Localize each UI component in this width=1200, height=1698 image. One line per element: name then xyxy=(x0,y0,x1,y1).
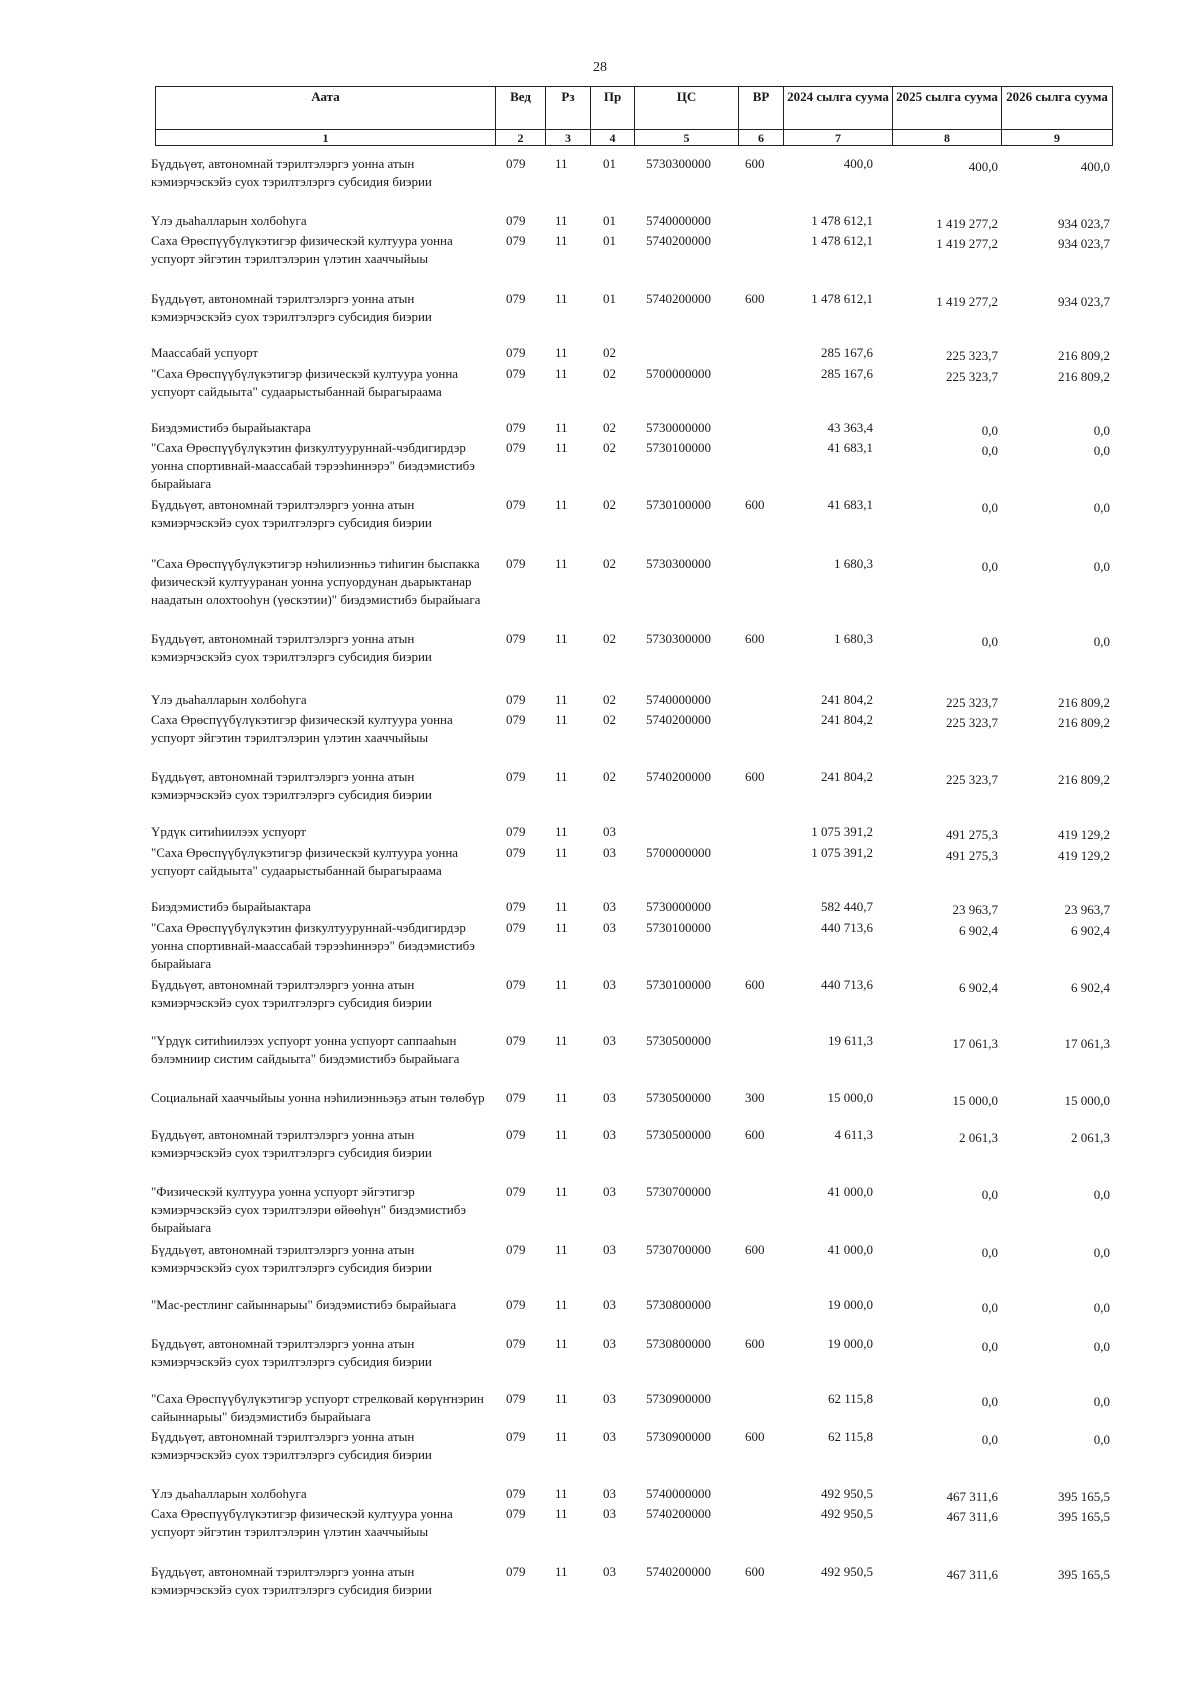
row-ved: 079 xyxy=(506,1090,526,1105)
row-vr: 600 xyxy=(745,1429,765,1444)
row-value-2025: 0,0 xyxy=(981,500,998,515)
row-value-2024: 285 167,6 xyxy=(821,345,873,360)
row-ved: 079 xyxy=(506,233,526,248)
row-pr: 01 xyxy=(603,213,616,228)
row-pr: 03 xyxy=(603,1297,616,1312)
col-header-2024: 2024 сылга суума xyxy=(784,87,893,130)
row-vr: 600 xyxy=(745,1127,765,1142)
row-value-2024: 19 611,3 xyxy=(827,1033,873,1048)
row-value-2026: 395 165,5 xyxy=(1058,1489,1110,1504)
row-cs: 5730100000 xyxy=(646,497,711,512)
row-rz: 11 xyxy=(555,1429,568,1444)
row-value-2026: 395 165,5 xyxy=(1058,1567,1110,1582)
row-ved: 079 xyxy=(506,1297,526,1312)
row-cs: 5730800000 xyxy=(646,1336,711,1351)
row-value-2025: 467 311,6 xyxy=(946,1567,998,1582)
row-pr: 02 xyxy=(603,497,616,512)
row-value-2024: 4 611,3 xyxy=(834,1127,873,1142)
row-pr: 02 xyxy=(603,366,616,381)
col-header-cs: ЦС xyxy=(635,87,739,130)
row-name: Бүддьүөт, автономнай тэрилтэлэргэ уонна атын кэмиэрчэскэйэ суох тэрилтэлэргэ субсидия биэрии xyxy=(151,497,432,530)
row-cs: 5740200000 xyxy=(646,233,711,248)
row-ved: 079 xyxy=(506,440,526,455)
row-pr: 03 xyxy=(603,845,616,860)
col-header-2026: 2026 сылга суума xyxy=(1002,87,1113,130)
row-rz: 11 xyxy=(555,824,568,839)
row-pr: 01 xyxy=(603,291,616,306)
row-value-2025: 6 902,4 xyxy=(959,923,998,938)
row-value-2024: 19 000,0 xyxy=(827,1336,873,1351)
row-pr: 02 xyxy=(603,420,616,435)
row-vr: 600 xyxy=(745,769,765,784)
row-ved: 079 xyxy=(506,712,526,727)
row-cs: 5730000000 xyxy=(646,420,711,435)
row-pr: 01 xyxy=(603,156,616,171)
row-value-2025: 400,0 xyxy=(968,159,998,174)
row-name: Социальнай хааччыйыы уонна нэһилиэнньэҕэ атын төлөбүр xyxy=(151,1090,485,1105)
row-cs: 5730800000 xyxy=(646,1297,711,1312)
row-ved: 079 xyxy=(506,213,526,228)
row-name: Бүддьүөт, автономнай тэрилтэлэргэ уонна атын кэмиэрчэскэйэ суох тэрилтэлэргэ субсидия биэрии xyxy=(151,291,432,324)
row-value-2024: 492 950,5 xyxy=(821,1486,873,1501)
row-value-2025: 2 061,3 xyxy=(959,1130,998,1145)
row-rz: 11 xyxy=(555,497,568,512)
row-pr: 03 xyxy=(603,1336,616,1351)
row-rz: 11 xyxy=(555,1336,568,1351)
col-number-1: 1 xyxy=(156,130,496,146)
row-ved: 079 xyxy=(506,1033,526,1048)
row-ved: 079 xyxy=(506,977,526,992)
row-value-2026: 400,0 xyxy=(1080,159,1110,174)
row-rz: 11 xyxy=(555,1486,568,1501)
row-value-2025: 491 275,3 xyxy=(946,827,998,842)
row-value-2026: 0,0 xyxy=(1093,1339,1110,1354)
row-cs: 5730100000 xyxy=(646,440,711,455)
row-cs: 5700000000 xyxy=(646,845,711,860)
row-value-2026: 419 129,2 xyxy=(1058,848,1110,863)
row-ved: 079 xyxy=(506,1184,526,1199)
row-pr: 03 xyxy=(603,1090,616,1105)
col-number-4: 4 xyxy=(591,130,635,146)
row-value-2025: 1 419 277,2 xyxy=(936,294,998,309)
row-pr: 03 xyxy=(603,899,616,914)
row-pr: 02 xyxy=(603,712,616,727)
row-name: "Саха Өрөспүүбүлүкэтин физкултууруннай-чэбдигирдэр уонна спортивнай-маассабай тэрээһиннэрэ" биэдэмистибэ бырайыага xyxy=(151,920,475,971)
row-name: Бүддьүөт, автономнай тэрилтэлэргэ уонна атын кэмиэрчэскэйэ суох тэрилтэлэргэ субсидия биэрии xyxy=(151,769,432,802)
row-value-2025: 0,0 xyxy=(981,1394,998,1409)
row-ved: 079 xyxy=(506,1506,526,1521)
row-cs: 5730700000 xyxy=(646,1184,711,1199)
row-pr: 02 xyxy=(603,631,616,646)
row-ved: 079 xyxy=(506,156,526,171)
row-ved: 079 xyxy=(506,1564,526,1579)
row-cs: 5700000000 xyxy=(646,366,711,381)
row-value-2024: 1 478 612,1 xyxy=(811,291,873,306)
row-rz: 11 xyxy=(555,556,568,571)
row-value-2026: 216 809,2 xyxy=(1058,695,1110,710)
row-pr: 03 xyxy=(603,1184,616,1199)
col-number-9: 9 xyxy=(1002,130,1113,146)
row-cs: 5730900000 xyxy=(646,1429,711,1444)
row-value-2026: 216 809,2 xyxy=(1058,715,1110,730)
row-value-2025: 23 963,7 xyxy=(952,902,998,917)
col-header-ved: Вед xyxy=(496,87,546,130)
row-ved: 079 xyxy=(506,497,526,512)
row-value-2024: 41 000,0 xyxy=(827,1242,873,1257)
row-rz: 11 xyxy=(555,769,568,784)
row-pr: 03 xyxy=(603,1486,616,1501)
row-value-2025: 0,0 xyxy=(981,634,998,649)
col-number-8: 8 xyxy=(893,130,1002,146)
row-cs: 5730300000 xyxy=(646,556,711,571)
row-cs: 5740200000 xyxy=(646,1506,711,1521)
row-pr: 02 xyxy=(603,345,616,360)
row-name: Бүддьүөт, автономнай тэрилтэлэргэ уонна атын кэмиэрчэскэйэ суох тэрилтэлэргэ субсидия биэрии xyxy=(151,1564,432,1597)
col-number-2: 2 xyxy=(496,130,546,146)
row-name: Биэдэмистибэ бырайыактара xyxy=(151,899,311,914)
row-rz: 11 xyxy=(555,899,568,914)
row-rz: 11 xyxy=(555,233,568,248)
row-name: Бүддьүөт, автономнай тэрилтэлэргэ уонна атын кэмиэрчэскэйэ суох тэрилтэлэргэ субсидия биэрии xyxy=(151,156,432,189)
row-cs: 5730900000 xyxy=(646,1391,711,1406)
row-pr: 03 xyxy=(603,977,616,992)
row-cs: 5740000000 xyxy=(646,692,711,707)
row-pr: 03 xyxy=(603,1391,616,1406)
row-value-2026: 2 061,3 xyxy=(1071,1130,1110,1145)
row-value-2024: 400,0 xyxy=(843,156,873,171)
row-value-2025: 467 311,6 xyxy=(946,1489,998,1504)
row-value-2026: 15 000,0 xyxy=(1064,1093,1110,1108)
row-name: "Мас-рестлинг сайыннарыы" биэдэмистибэ бырайыага xyxy=(151,1297,457,1312)
row-name: "Саха Өрөспүүбүлүкэтигэр физическэй култуура уонна успуорт сайдыыта" судаарыстыбаннай бырагыраама xyxy=(151,366,459,399)
row-rz: 11 xyxy=(555,920,568,935)
page-number: 28 xyxy=(593,60,607,75)
row-ved: 079 xyxy=(506,1242,526,1257)
col-header-rz: Рз xyxy=(546,87,591,130)
row-pr: 01 xyxy=(603,233,616,248)
row-name: Бүддьүөт, автономнай тэрилтэлэргэ уонна атын кэмиэрчэскэйэ суох тэрилтэлэргэ субсидия биэрии xyxy=(151,1429,432,1462)
row-rz: 11 xyxy=(555,420,568,435)
row-value-2026: 0,0 xyxy=(1093,1300,1110,1315)
row-value-2026: 934 023,7 xyxy=(1058,216,1110,231)
row-value-2026: 216 809,2 xyxy=(1058,772,1110,787)
row-name: "Үрдүк ситиһиилээх успуорт уонна успуорт саппааһын бэлэмниир систим сайдыыта" биэдэмистибэ бырайыага xyxy=(151,1033,460,1066)
row-vr: 600 xyxy=(745,631,765,646)
row-vr: 600 xyxy=(745,291,765,306)
row-value-2025: 0,0 xyxy=(981,1339,998,1354)
row-vr: 600 xyxy=(745,156,765,171)
row-name: "Саха Өрөспүүбүлүкэтигэр успуорт стрелковай көрүҥнэрин сайыннарыы" биэдэмистибэ бырайыага xyxy=(151,1391,484,1424)
row-pr: 03 xyxy=(603,1564,616,1579)
row-pr: 03 xyxy=(603,1127,616,1142)
row-value-2024: 19 000,0 xyxy=(827,1297,873,1312)
row-ved: 079 xyxy=(506,920,526,935)
row-value-2025: 6 902,4 xyxy=(959,980,998,995)
row-cs: 5740000000 xyxy=(646,213,711,228)
row-value-2026: 0,0 xyxy=(1093,1394,1110,1409)
row-ved: 079 xyxy=(506,1429,526,1444)
row-vr: 600 xyxy=(745,1336,765,1351)
row-name: Үлэ дьаһалларын холбоһуга xyxy=(151,692,307,707)
row-value-2025: 0,0 xyxy=(981,559,998,574)
row-rz: 11 xyxy=(555,1297,568,1312)
col-header-name: Аата xyxy=(156,87,496,130)
row-value-2024: 440 713,6 xyxy=(821,920,873,935)
row-rz: 11 xyxy=(555,631,568,646)
row-name: Үрдүк ситиһиилээх успуорт xyxy=(151,824,306,839)
row-rz: 11 xyxy=(555,1184,568,1199)
row-value-2024: 492 950,5 xyxy=(821,1564,873,1579)
row-rz: 11 xyxy=(555,366,568,381)
row-pr: 03 xyxy=(603,920,616,935)
row-value-2025: 491 275,3 xyxy=(946,848,998,863)
row-name: Маассабай успуорт xyxy=(151,345,259,360)
row-value-2026: 0,0 xyxy=(1093,443,1110,458)
row-value-2025: 17 061,3 xyxy=(952,1036,998,1051)
row-name: Бүддьүөт, автономнай тэрилтэлэргэ уонна атын кэмиэрчэскэйэ суох тэрилтэлэргэ субсидия биэрии xyxy=(151,977,432,1010)
row-value-2024: 1 680,3 xyxy=(834,556,873,571)
row-value-2024: 492 950,5 xyxy=(821,1506,873,1521)
row-value-2024: 1 680,3 xyxy=(834,631,873,646)
row-ved: 079 xyxy=(506,692,526,707)
row-vr: 600 xyxy=(745,1564,765,1579)
row-cs: 5730500000 xyxy=(646,1127,711,1142)
row-ved: 079 xyxy=(506,1127,526,1142)
row-cs: 5730100000 xyxy=(646,920,711,935)
row-vr: 300 xyxy=(745,1090,765,1105)
row-value-2026: 216 809,2 xyxy=(1058,348,1110,363)
row-cs: 5740200000 xyxy=(646,1564,711,1579)
row-name: Бүддьүөт, автономнай тэрилтэлэргэ уонна атын кэмиэрчэскэйэ суох тэрилтэлэргэ субсидия биэрии xyxy=(151,1242,432,1275)
row-value-2026: 0,0 xyxy=(1093,559,1110,574)
row-value-2025: 1 419 277,2 xyxy=(936,236,998,251)
row-value-2024: 241 804,2 xyxy=(821,769,873,784)
row-cs: 5730700000 xyxy=(646,1242,711,1257)
row-rz: 11 xyxy=(555,156,568,171)
row-ved: 079 xyxy=(506,769,526,784)
row-value-2026: 23 963,7 xyxy=(1064,902,1110,917)
row-rz: 11 xyxy=(555,213,568,228)
row-ved: 079 xyxy=(506,631,526,646)
row-name: "Саха Өрөспүүбүлүкэтигэр нэһилиэнньэ тиһигин быспакка физическэй култууранан уонна успуордунан дьарыктанар наадатын олохтооһун (үөскэтии)" биэдэмистибэ бырайыага xyxy=(151,556,481,607)
row-rz: 11 xyxy=(555,692,568,707)
row-value-2026: 395 165,5 xyxy=(1058,1509,1110,1524)
row-cs: 5730000000 xyxy=(646,899,711,914)
row-cs: 5740200000 xyxy=(646,291,711,306)
row-value-2025: 1 419 277,2 xyxy=(936,216,998,231)
row-pr: 02 xyxy=(603,556,616,571)
row-value-2026: 0,0 xyxy=(1093,1432,1110,1447)
row-value-2024: 62 115,8 xyxy=(827,1429,873,1444)
row-ved: 079 xyxy=(506,845,526,860)
row-value-2024: 582 440,7 xyxy=(821,899,873,914)
row-ved: 079 xyxy=(506,556,526,571)
row-cs: 5730500000 xyxy=(646,1033,711,1048)
row-value-2026: 0,0 xyxy=(1093,1187,1110,1202)
row-name: Саха Өрөспүүбүлүкэтигэр физическэй култуура уонна успуорт эйгэтин тэрилтэлэрин үлэтин хааччыйыы xyxy=(151,233,453,266)
row-value-2025: 225 323,7 xyxy=(946,715,998,730)
row-value-2025: 15 000,0 xyxy=(952,1093,998,1108)
col-number-3: 3 xyxy=(546,130,591,146)
row-ved: 079 xyxy=(506,1486,526,1501)
row-name: "Физическэй култуура уонна успуорт эйгэтигэр кэмиэрчэскэйэ суох тэрилтэлэри өйөөһүн" биэдэмистибэ бырайыага xyxy=(151,1184,466,1235)
row-ved: 079 xyxy=(506,345,526,360)
row-ved: 079 xyxy=(506,824,526,839)
row-value-2026: 0,0 xyxy=(1093,423,1110,438)
row-name: Үлэ дьаһалларын холбоһуга xyxy=(151,1486,307,1501)
row-name: Бүддьүөт, автономнай тэрилтэлэргэ уонна атын кэмиэрчэскэйэ суох тэрилтэлэргэ субсидия биэрии xyxy=(151,1127,432,1160)
row-value-2026: 0,0 xyxy=(1093,634,1110,649)
row-rz: 11 xyxy=(555,1242,568,1257)
row-value-2026: 419 129,2 xyxy=(1058,827,1110,842)
row-value-2024: 1 478 612,1 xyxy=(811,233,873,248)
row-pr: 03 xyxy=(603,1506,616,1521)
row-ved: 079 xyxy=(506,1391,526,1406)
row-rz: 11 xyxy=(555,1090,568,1105)
row-name: Биэдэмистибэ бырайыактара xyxy=(151,420,311,435)
row-rz: 11 xyxy=(555,440,568,455)
row-pr: 03 xyxy=(603,824,616,839)
row-cs: 5730300000 xyxy=(646,156,711,171)
row-value-2024: 41 683,1 xyxy=(827,497,873,512)
row-value-2026: 0,0 xyxy=(1093,1245,1110,1260)
row-name: Саха Өрөспүүбүлүкэтигэр физическэй култуура уонна успуорт эйгэтин тэрилтэлэрин үлэтин хааччыйыы xyxy=(151,712,453,745)
row-name: Үлэ дьаһалларын холбоһуга xyxy=(151,213,307,228)
col-number-7: 7 xyxy=(784,130,893,146)
row-value-2025: 225 323,7 xyxy=(946,369,998,384)
row-value-2025: 225 323,7 xyxy=(946,348,998,363)
row-value-2026: 17 061,3 xyxy=(1064,1036,1110,1051)
row-value-2025: 467 311,6 xyxy=(946,1509,998,1524)
row-rz: 11 xyxy=(555,1391,568,1406)
row-value-2025: 0,0 xyxy=(981,1432,998,1447)
row-name: Саха Өрөспүүбүлүкэтигэр физическэй култуура уонна успуорт эйгэтин тэрилтэлэрин үлэтин хааччыйыы xyxy=(151,1506,453,1539)
row-rz: 11 xyxy=(555,712,568,727)
row-pr: 03 xyxy=(603,1429,616,1444)
row-value-2024: 1 075 391,2 xyxy=(811,845,873,860)
row-ved: 079 xyxy=(506,899,526,914)
row-value-2024: 1 478 612,1 xyxy=(811,213,873,228)
row-ved: 079 xyxy=(506,291,526,306)
row-pr: 03 xyxy=(603,1033,616,1048)
row-value-2024: 41 000,0 xyxy=(827,1184,873,1199)
row-pr: 02 xyxy=(603,692,616,707)
row-cs: 5730500000 xyxy=(646,1090,711,1105)
row-pr: 02 xyxy=(603,769,616,784)
row-rz: 11 xyxy=(555,291,568,306)
row-pr: 02 xyxy=(603,440,616,455)
row-name: Бүддьүөт, автономнай тэрилтэлэргэ уонна атын кэмиэрчэскэйэ суох тэрилтэлэргэ субсидия биэрии xyxy=(151,1336,432,1369)
col-number-5: 5 xyxy=(635,130,739,146)
row-vr: 600 xyxy=(745,1242,765,1257)
row-rz: 11 xyxy=(555,1127,568,1142)
row-rz: 11 xyxy=(555,1506,568,1521)
row-value-2025: 225 323,7 xyxy=(946,695,998,710)
row-vr: 600 xyxy=(745,497,765,512)
row-name: "Саха Өрөспүүбүлүкэтин физкултууруннай-чэбдигирдэр уонна спортивнай-маассабай тэрээһиннэрэ" биэдэмистибэ бырайыага xyxy=(151,440,475,491)
row-value-2024: 440 713,6 xyxy=(821,977,873,992)
row-value-2025: 0,0 xyxy=(981,1300,998,1315)
row-ved: 079 xyxy=(506,420,526,435)
row-value-2024: 62 115,8 xyxy=(827,1391,873,1406)
row-value-2026: 6 902,4 xyxy=(1071,923,1110,938)
row-value-2024: 43 363,4 xyxy=(827,420,873,435)
row-cs: 5740200000 xyxy=(646,769,711,784)
row-value-2026: 6 902,4 xyxy=(1071,980,1110,995)
row-ved: 079 xyxy=(506,1336,526,1351)
row-value-2025: 0,0 xyxy=(981,443,998,458)
row-cs: 5740200000 xyxy=(646,712,711,727)
row-value-2026: 216 809,2 xyxy=(1058,369,1110,384)
row-rz: 11 xyxy=(555,1564,568,1579)
row-value-2025: 225 323,7 xyxy=(946,772,998,787)
row-rz: 11 xyxy=(555,845,568,860)
row-cs: 5740000000 xyxy=(646,1486,711,1501)
col-number-6: 6 xyxy=(739,130,784,146)
row-value-2024: 41 683,1 xyxy=(827,440,873,455)
row-rz: 11 xyxy=(555,1033,568,1048)
row-value-2026: 934 023,7 xyxy=(1058,236,1110,251)
row-cs: 5730300000 xyxy=(646,631,711,646)
row-cs: 5730100000 xyxy=(646,977,711,992)
col-header-pr: Пр xyxy=(591,87,635,130)
row-name: Бүддьүөт, автономнай тэрилтэлэргэ уонна атын кэмиэрчэскэйэ суох тэрилтэлэргэ субсидия биэрии xyxy=(151,631,432,664)
row-value-2024: 241 804,2 xyxy=(821,692,873,707)
row-value-2026: 934 023,7 xyxy=(1058,294,1110,309)
row-value-2024: 241 804,2 xyxy=(821,712,873,727)
row-rz: 11 xyxy=(555,345,568,360)
row-ved: 079 xyxy=(506,366,526,381)
row-name: "Саха Өрөспүүбүлүкэтигэр физическэй култуура уонна успуорт сайдыыта" судаарыстыбаннай бырагыраама xyxy=(151,845,459,878)
row-vr: 600 xyxy=(745,977,765,992)
row-rz: 11 xyxy=(555,977,568,992)
row-value-2025: 0,0 xyxy=(981,1245,998,1260)
col-header-2025: 2025 сылга суума xyxy=(893,87,1002,130)
row-pr: 03 xyxy=(603,1242,616,1257)
row-value-2025: 0,0 xyxy=(981,1187,998,1202)
row-value-2026: 0,0 xyxy=(1093,500,1110,515)
row-value-2024: 15 000,0 xyxy=(827,1090,873,1105)
col-header-vr: ВР xyxy=(739,87,784,130)
row-value-2025: 0,0 xyxy=(981,423,998,438)
row-value-2024: 285 167,6 xyxy=(821,366,873,381)
row-value-2024: 1 075 391,2 xyxy=(811,824,873,839)
